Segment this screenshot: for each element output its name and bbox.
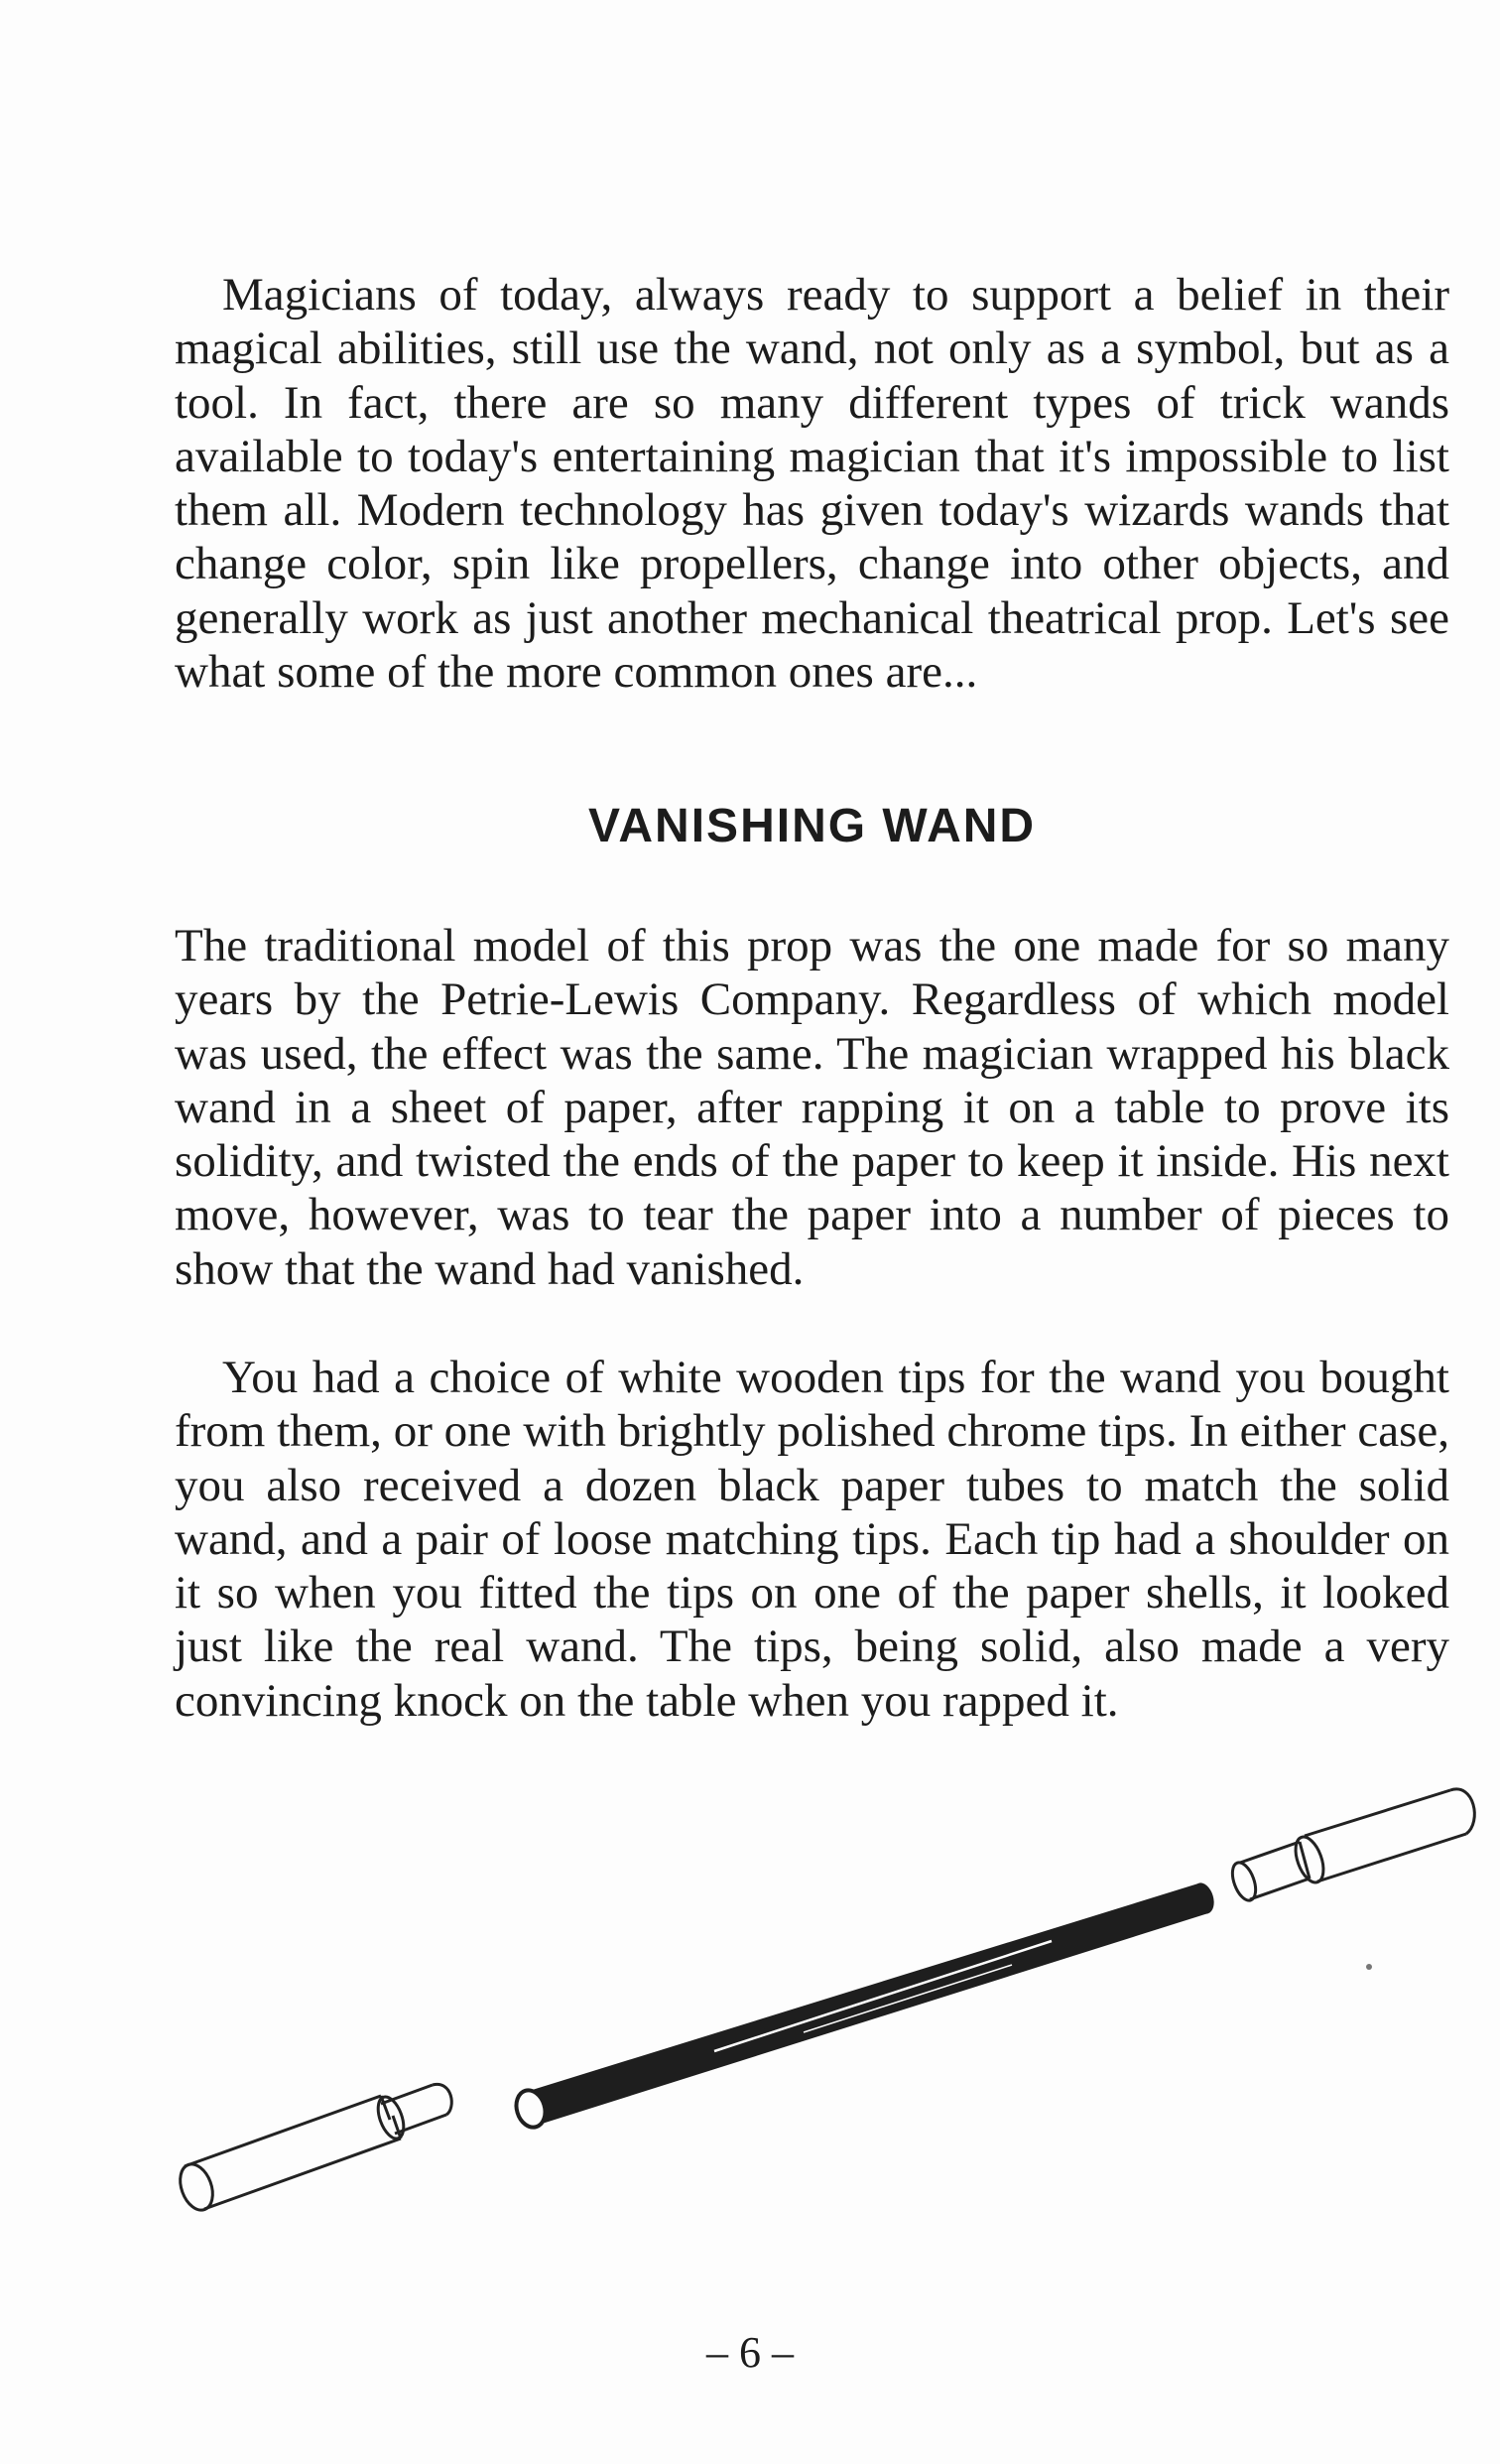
intro-paragraph-text: Magicians of today, always ready to support a belief in their magical abilities, still use the wand, not only as a symbol, but as a tool. In fact, there are so many different types of trick wands available to today's entertaining magician that it's impossible to list them all. Modern technology has given today's wizards wands that change color, spin like propellers, change into other objects, and generally work as just another mechanical theatrical prop. Let's see what some of the more common ones are... xyxy=(175,269,1449,699)
intro-paragraph xyxy=(175,268,1449,699)
page-number: – 6 – xyxy=(706,2328,794,2377)
right-wand-tip xyxy=(1228,1789,1475,1903)
left-wand-tip xyxy=(175,2084,452,2214)
section-paragraph-1-text: The traditional model of this prop was the one made for so many years by the Petrie-Lewis Company. Regardless of which model was used, the effect was the same. The magician wrapped his black wand in a sheet of paper, after rapping it on a table to prove its solidity, and twisted the ends of the paper to keep it inside. His next move, however, was to tear the paper into a number of pieces to show that the wand had vanished. xyxy=(175,920,1449,1295)
ink-speck xyxy=(1366,1964,1372,1970)
section-paragraph-2-text: You had a choice of white wooden tips for the wand you bought from them, or one with brightly polished chrome tips. In either case, you also received a dozen black paper tubes to match the solid wand, and a pair of loose matching tips. Each tip had a shoulder on it so when you fitted the tips on one of the paper shells, it looked just like the real wand. The tips, being solid, also made a very convincing knock on the table when you rapped it. xyxy=(175,1352,1449,1727)
vanishing-wand-illustration xyxy=(159,1776,1488,2233)
section-paragraph-1 xyxy=(175,919,1449,1296)
wand xyxy=(512,1880,1217,2131)
section-heading: VANISHING WAND xyxy=(587,800,1037,852)
section-paragraph-2 xyxy=(175,1351,1449,1728)
